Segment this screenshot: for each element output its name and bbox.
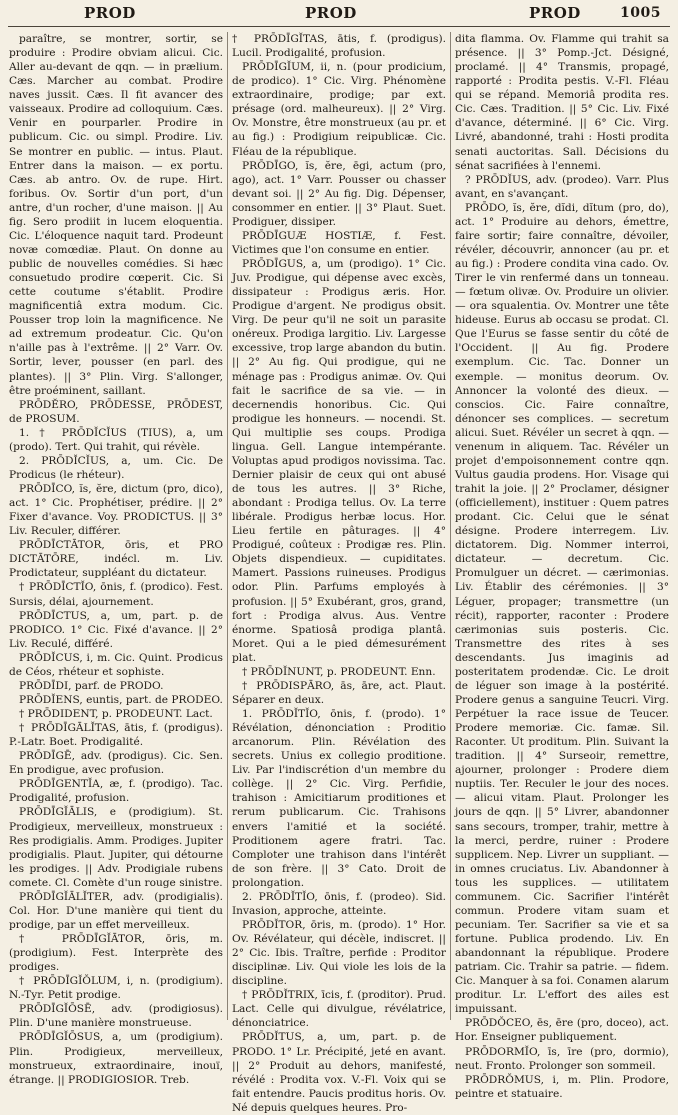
entry-paragraph: PRŌDĬCUS, i, m. Cic. Quint. Prodicus de Céos, rhéteur et sophiste. [9,651,223,678]
entry-paragraph: paraître, se montrer, sortir, se produire : Prodire obviam alicui. Cic. Aller au-devant de qqn. — in prælium. Cæs. Marcher au combat. Prodire naves jussit. Cæs. Il fit avancer des vaisseaux. Prodire ad colloquium. Cæs. Venir en pourparler. Prodire in publicum. Cic. ou simpl. Prodire. Liv. Se montrer en public. — intus. Plaut. Entrer dans la maison. — ex portu. Cæs. ab antro. Ov. de rupe. Hirt. foribus. Ov. Sortir d'un port, d'un antre, d'un rocher, d'une maison. || Au fig. Sero prodiit in lucem eloquentia. Cic. L'éloquence naquit tard. Prodeunt novæ comœdiæ. Plaut. On donne au public de nouvelles comédies. Si hæc consuetudo prodire cœperit. Cic. Si cette coutume s'établit. Prodire magnificentiâ extra modum. Cic. Pousser trop loin la magnificence. Ne ad extremum prodeatur. Cic. Qu'on n'aille pas à l'extrême. || 2° Varr. Ov. Sortir, lever, pousser (en parl. des plantes). || 3° Plin. Virg. S'allonger, être proéminent, saillant. [9,33,223,397]
entry-paragraph: PRŌDĬTUS, a, um, part. p. de PRODO. 1° Lr. Précipité, jeté en avant. || 2° Produit au dehors, manifesté, révélé : Prodita vox. V.-Fl. Voix qui se fait entendre. Paucis proditus horis. Ov. Né depuis quelques heures. Pro- [232,1031,446,1114]
entry-paragraph: PRŌDRŎMUS, i, m. Plin. Prodore, peintre et statuaire. [455,1073,669,1100]
entry-paragraph: † PRŌDĬTRIX, īcis, f. (proditor). Prud. Lact. Celle qui divulgue, révélatrice, dénonciatrice. [232,989,446,1030]
entry-paragraph: PRŌDĪCO, ĭs, ĕre, dictum (pro, dico), act. 1° Cic. Prophétiser, prédire. || 2° Fixer d'avance. Voy. PRODICTUS. || 3° Liv. Reculer, différer. [9,483,223,538]
entry-paragraph: PRŌDŎCEO, ēs, ēre (pro, doceo), act. Hor. Enseigner publiquement. [455,1017,669,1044]
entry-paragraph: 1. PRŌDĬTĬO, ōnis, f. (prodo). 1° Révélation, dénonciation : Proditio arcanorum. Plin. Révélation des secrets. Unius ex collegio proditione. Liv. Par l'indiscrétion d'un membre du collège. || 2° Cic. Virg. Perfidie, trahison : Amicitiarum proditiones et rerum publicarum. Cic. Trahisons envers l'amitié et la société. Proditionem agere fratri. Tac. Comploter une trahison dans l'intérêt de son frère. || 3° Cato. Droit de prolongation. [232,708,446,889]
entry-paragraph: 1. † PRŌDĬCĬUS (TIUS), a, um (prodo). Tert. Qui trahit, qui révèle. [9,426,223,453]
column-2 [232,32,446,1114]
column-divider-1 [227,32,228,1020]
entry-paragraph: PRŌDĪGUÆ HOSTIÆ, f. Fest. Victimes que l'on consume en entier. [232,229,446,256]
entry-paragraph: † PRŌDĪGĀLĬTAS, ātis, f. (prodigus). P.-Latr. Boet. Prodigalité. [9,722,223,749]
header-right-word: PROD [529,4,581,22]
entry-paragraph: † PRŌDIDENT, p. PRODEUNT. Lact. [19,708,213,720]
entry-paragraph: PRŌDO, ĭs, ĕre, dĭdi, dĭtum (pro, do), act. 1° Produire au dehors, émettre, faire sortir; faire connaître, dévoiler, révéler, découvrir, annoncer (au pr. et au fig.) : Prodere condita vina cado. Ov. Tirer le vin renfermé dans un tonneau. — fœtum olivæ. Ov. Produire un olivier. — ora squalentia. Ov. Montrer une tête hideuse. Eurus ab occasu se prodat. Cl. Que l'Eurus se fasse sentir du côté de l'Occident. || Au fig. Prodere exemplum. Cic. Tac. Donner un exemple. — monitus deorum. Ov. Annoncer la volonté des dieux. — conscios. Cic. Faire connaître, dénoncer ses complices. — secretum alicui. Suet. Révéler un secret à qqn. — venenum in aliquem. Tac. Révéler un projet d'empoisonnement contre qqn. Vultus gaudia prodens. Hor. Visage qui trahit la joie. || 2° Proclamer, désigner (officiellement), instituer : Quem patres prodant. Cic. Celui que le sénat désigne. Prodere interregem. Liv. dictatorem. Dig. Nommer interroi, dictateur. — decretum. Cic. Promulguer un décret. — cærimonias. Liv. Établir des cérémonies. || 3° Léguer, propager; transmettre (un récit), rapporter, raconter : Prodere cærimonias suis posteris. Cic. Transmettre des rites à ses descendants. Jus imaginis ad posteritatem prodendæ. Cic. Le droit de léguer son image à la postérité. Prodere genus a sanguine Teucri. Virg. Perpétuer la race issue de Teucer. Prodere memoriæ. Cic. famæ. Sil. Raconter. Ut proditum. Plin. Suivant la tradition. || 4° Surseoir, remettre, ajourner, prolonger : Prodere diem nuptiis. Ter. Reculer le jour des noces. — alicui vitam. Plaut. Prolonger les jours de qqn. || 5° Livrer, abandonner sans secours, tromper, trahir, mettre à la merci, perdre, ruiner : Prodere supplicem. Nep. Livrer un suppliant. — in omnes cruciatus. Liv. Abandonner à tous les supplices. — utilitatem communem. Cic. Sacrifier l'intérêt commun. Prodere vitam suam et pecuniam. Ter. Sacrifier sa vie et sa fortune. Publica prodendo. Liv. En abandonnant la république. Prodere patriam. Cic. Trahir sa patrie. — fidem. Cic. Manquer à sa foi. Conamen alarum proditur. Lr. L'effort des ailes est impuissant. [455,201,669,1016]
entry-paragraph: PRŌDĪGĬĀLIS, e (prodigium). St. Prodigieux, merveilleux, monstrueux : Res prodigialis. Amm. Prodiges. Jupiter prodigialis. Plaut. Jupiter, qui détourne les prodiges. || Adv. Prodigiale rubens comete. Cl. Comète d'un rouge sinistre. [9,806,223,889]
entry-paragraph: ? PRŌDĬUS, adv. (prodeo). Varr. Plus avant, en s'avançant. [455,173,669,200]
page-number: 1005 [620,5,661,21]
entry-paragraph: PRŌDĪGĬŌSĒ, adv. (prodigiosus). Plin. D'une manière monstrueuse. [9,1003,223,1030]
entry-paragraph: PRŌDĔRO, PRŌDESSE, PRŌDEST, de PROSUM. [9,398,223,425]
entry-paragraph: † PRŌDISPĀRO, ās, āre, act. Plaut. Séparer en deux. [232,679,446,706]
entry-paragraph: PRŌDĪGĬUM, ii, n. (pour prodicium, de prodico). 1° Cic. Virg. Phénomène extraordinaire, prodige; par ext. présage (ord. malheureux). || 2° Virg. Ov. Monstre, être monstrueux (au pr. et au fig.) : Prodigium reipublicæ. Cic. Fléau de la république. [232,61,446,158]
entry-paragraph: PRŌDĬTOR, ōris, m. (prodo). 1° Hor. Ov. Révélateur, qui décèle, indiscret. || 2° Cic. Ibis. Traître, perfide : Proditor disciplinæ. Liv. Qui viole les lois de la discipline. [232,918,446,988]
entry-paragraph: PRŌDĪGĬĀLĬTER, adv. (prodigialis). Col. Hor. D'une manière qui tient du prodige, par un effet merveilleux. [9,890,223,931]
header-rule [8,26,670,27]
column-1 [9,32,223,1086]
entry-paragraph: † PRŌDĪGĬTAS, ātis, f. (prodigus). Lucil. Prodigalité, profusion. [232,33,446,60]
entry-paragraph: † PRŌDĪCTĬO, ōnis, f. (prodico). Fest. Sursis, délai, ajournement. [9,581,223,608]
running-header [0,0,678,30]
entry-paragraph: 2. PRŌDĬTĬO, ōnis, f. (prodeo). Sid. Invasion, approche, atteinte. [232,890,446,917]
entry-paragraph: PRŌDĪCTĀTOR, ōris, et PRO DICTĀTŌRE, indécl. m. Liv. Prodictateur, suppléant du dictateur. [9,539,223,580]
column-3 [455,32,669,1100]
column-divider-2 [450,32,451,1020]
entry-paragraph: PRŌDĪGO, ĭs, ĕre, ēgi, actum (pro, ago), act. 1° Varr. Pousser ou chasser devant soi. || 2° Au fig. Dig. Dépenser, consommer en entier. || 3° Plaut. Suet. Prodiguer, dissiper. [232,159,446,228]
entry-paragraph: PRŌDĪDI, parf. de PRODO. [19,679,164,692]
entry-paragraph: PRŌDĪCTUS, a, um, part. p. de PRODICO. 1° Cic. Fixé d'avance. || 2° Liv. Reculé, différé. [9,609,223,650]
entry-paragraph: † PRŌDĪGĬŎLUM, i, n. (prodigium). N.-Tyr. Petit prodige. [9,975,223,1002]
entry-paragraph: PRŌDORMĬO, īs, īre (pro, dormio), neut. Fronto. Prolonger son sommeil. [455,1045,669,1072]
entry-paragraph: PRŌDĪGUS, a, um (prodigo). 1° Cic. Juv. Prodigue, qui dépense avec excès, dissipateur : Prodigus æris. Hor. Prodigue d'argent. Ne prodigus obsit. Virg. De peur qu'il ne soit un parasite onéreux. Prodiga largitio. Liv. Largesse excessive, trop large abandon du butin. || 2° Au fig. Qui prodigue, qui ne ménage pas : Prodigus animæ. Ov. Qui fait le sacrifice de sa vie. — in decernendis honoribus. Cic. Qui prodigue les honneurs. — nocendi. St. Qui multiplie ses coups. Prodiga lingua. Gell. Langue intempérante. Voluptas apud prodigos novissima. Tac. Dernier plaisir de ceux qui ont abusé de tous les autres. || 3° Riche, abondant : Prodiga tellus. Ov. La terre libérale. Prodigus herbæ locus. Hor. Lieu fertile en pâturages. || 4° Prodigué, coûteux : Prodigæ res. Plin. Objets dispendieux. — cupiditates. Mamert. Passions ruineuses. Prodigus odor. Plin. Parfums employés à profusion. || 5° Exubérant, gros, grand, fort : Prodiga alvus. Aus. Ventre énorme. Spatiosâ prodiga plantâ. Moret. Qui a le pied démesurément plat. [232,258,446,664]
header-left-word: PROD [84,4,136,22]
entry-paragraph: dita flamma. Ov. Flamme qui trahit sa présence. || 3° Pomp.-Jct. Désigné, proclamé. || 4° Transmis, propagé, rapporté : Prodita pestis. V.-Fl. Fléau qui se répand. Memoriâ prodita res. Cic. Cæs. Tradition. || 5° Cic. Liv. Fixé d'avance, déterminé. || 6° Cic. Virg. Livré, abandonné, trahi : Hosti prodita senati auctoritas. Sall. Décisions du sénat sacrifiées à l'ennemi. [455,33,669,172]
entry-paragraph: PRŌDĪGENTĬA, æ, f. (prodigo). Tac. Prodigalité, profusion. [9,778,223,805]
entry-paragraph: † PRŌDĬNUNT, p. PRODEUNT. Enn. [242,665,436,678]
entry-paragraph: † PRŌDĪGĬĀTOR, ōris, m. (prodigium). Fest. Interprète des prodiges. [9,933,223,974]
entry-paragraph: PRŌDĪGĬŌSUS, a, um (prodigium). Plin. Prodigieux, merveilleux, monstrueux, extraordinaire, inouï, étrange. || PRODIGIOSIOR. Treb. [9,1031,223,1086]
entry-paragraph: PRŌDĪGĒ, adv. (prodigus). Cic. Sen. En prodigue, avec profusion. [9,750,223,777]
entry-paragraph: 2. PRŌDĬCĬUS, a, um. Cic. De Prodicus (le rhéteur). [9,454,223,481]
entry-paragraph: PRŌDĬENS, euntis, part. de PRODEO. [19,693,223,706]
header-center-word: PROD [305,4,357,22]
